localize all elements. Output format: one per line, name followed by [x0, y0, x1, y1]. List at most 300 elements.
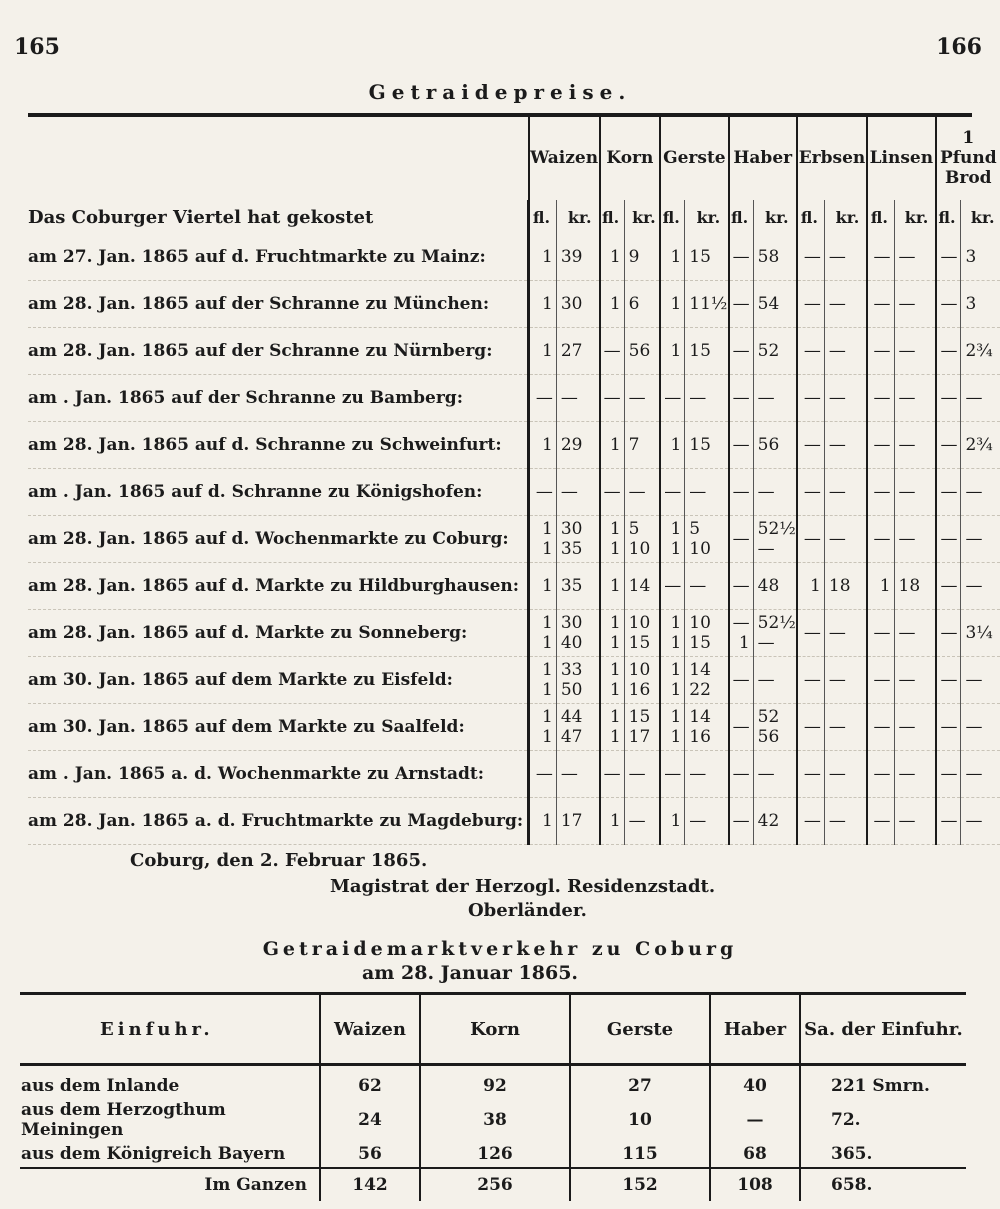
price-value: — [828, 435, 846, 455]
price-cell [624, 798, 660, 845]
header-einfuhr: Einfuhr. [20, 994, 320, 1065]
price-value: — [940, 482, 958, 502]
price-cell [529, 516, 557, 563]
price-cell [894, 281, 936, 328]
price-value: 50 [560, 680, 583, 700]
price-cell [600, 422, 625, 469]
import-value: 10 [570, 1099, 710, 1141]
price-cell [797, 751, 824, 798]
price-value: 15 [689, 341, 711, 361]
import-value: 126 [420, 1141, 570, 1168]
market-label: am 27. Jan. 1865 auf d. Fruchtmarkte zu Mainz: [28, 234, 529, 281]
market-row [28, 563, 1000, 610]
price-cell [797, 234, 824, 281]
price-cell [556, 798, 599, 845]
price-cell [753, 281, 797, 328]
price-value: 52½ [757, 519, 796, 539]
price-cell [867, 563, 894, 610]
price-cell [729, 469, 754, 516]
price-cell [600, 516, 625, 563]
price-value: — [873, 670, 891, 690]
price-cell [685, 281, 729, 328]
price-cell [685, 516, 729, 563]
price-value: 54 [757, 294, 780, 314]
price-value: — [603, 764, 621, 784]
price-cell [624, 657, 660, 704]
price-value: 39 [560, 247, 583, 267]
price-cell [685, 704, 729, 751]
import-value: 40 [710, 1065, 800, 1100]
price-cell [624, 281, 660, 328]
price-cell [556, 234, 599, 281]
price-cell [894, 469, 936, 516]
price-value: — [873, 435, 891, 455]
price-value: — [757, 670, 775, 690]
price-value: — [965, 388, 983, 408]
price-cell [936, 375, 961, 422]
price-value: 1 [609, 727, 621, 747]
import-sum: 72. [800, 1099, 966, 1141]
price-value: — [898, 341, 916, 361]
price-value: — [757, 388, 775, 408]
header-korn: Korn [420, 994, 570, 1065]
price-cell [660, 422, 685, 469]
price-cell [729, 798, 754, 845]
price-value: 10 [628, 660, 651, 680]
price-value: 15 [689, 247, 711, 267]
market-label: am 28. Jan. 1865 auf d. Wochenmarkte zu Coburg: [28, 516, 529, 563]
total-value: 142 [320, 1168, 420, 1201]
price-cell [753, 469, 797, 516]
price-value: 1 [609, 576, 621, 596]
price-value: — [732, 435, 750, 455]
grain-column-header: Haber [729, 116, 797, 200]
price-cell [894, 328, 936, 375]
unit-kr: kr. [894, 200, 936, 234]
market-row [28, 469, 1000, 516]
import-value: 68 [710, 1141, 800, 1168]
price-cell [894, 516, 936, 563]
price-value: — [803, 811, 821, 831]
price-cell [797, 563, 824, 610]
price-value: — [689, 576, 707, 596]
price-cell [753, 751, 797, 798]
price-value: — [732, 388, 750, 408]
price-value: — [873, 247, 891, 267]
price-cell [729, 375, 754, 422]
price-value: — [873, 388, 891, 408]
price-value: 56 [757, 727, 780, 747]
price-value: — [965, 670, 983, 690]
price-cell [729, 516, 754, 563]
import-origin: aus dem Königreich Bayern [21, 1144, 286, 1164]
price-cell [936, 563, 961, 610]
price-value: 1 [542, 613, 553, 633]
import-sum: 221 Smrn. [800, 1065, 966, 1100]
market-row [28, 281, 1000, 328]
price-cell [961, 751, 1000, 798]
import-origin: aus dem Inlande [21, 1076, 180, 1096]
price-cell [529, 657, 557, 704]
price-cell [529, 328, 557, 375]
price-cell [529, 751, 557, 798]
price-cell [824, 375, 867, 422]
price-cell [867, 422, 894, 469]
price-cell [600, 281, 625, 328]
price-value: — [965, 482, 983, 502]
price-cell [624, 234, 660, 281]
price-value: 47 [560, 727, 583, 747]
price-value: — [828, 388, 846, 408]
price-value: — [732, 670, 750, 690]
price-value: — [940, 247, 958, 267]
price-value: 35 [560, 539, 583, 559]
price-value: 17 [560, 811, 583, 831]
price-cell [867, 469, 894, 516]
unit-fl: fl. [729, 200, 754, 234]
market-label: am 28. Jan. 1865 auf d. Schranne zu Schweinfurt: [28, 422, 529, 469]
price-value: — [732, 341, 750, 361]
price-value: — [732, 576, 750, 596]
market-label: am . Jan. 1865 auf d. Schranne zu Königshofen: [28, 469, 529, 516]
price-value: 1 [670, 247, 682, 267]
price-cell [556, 563, 599, 610]
price-cell [729, 328, 754, 375]
price-cell [867, 751, 894, 798]
price-value: — [828, 670, 846, 690]
price-cell [660, 375, 685, 422]
price-cell [961, 798, 1000, 845]
price-cell [685, 422, 729, 469]
price-cell [961, 328, 1000, 375]
price-value: — [940, 811, 958, 831]
price-value: — [828, 482, 846, 502]
price-cell [600, 751, 625, 798]
price-cell [556, 422, 599, 469]
price-cell [936, 610, 961, 657]
price-value: 15 [628, 707, 651, 727]
price-cell [753, 704, 797, 751]
price-value: 1 [542, 811, 553, 831]
price-value: 1 [542, 294, 553, 314]
price-value: 1 [810, 576, 821, 596]
price-cell [824, 798, 867, 845]
price-cell [936, 704, 961, 751]
price-value: 1 [542, 680, 553, 700]
price-value: 1 [670, 707, 682, 727]
grain-column-header: 1 Pfund Brod [936, 116, 1000, 200]
price-value: — [828, 294, 846, 314]
price-value: 14 [689, 660, 711, 680]
price-cell [660, 704, 685, 751]
section2-title: Getraidemarktverkehr zu Coburg [262, 938, 738, 960]
price-value: — [828, 623, 846, 643]
price-value: 1 [609, 613, 621, 633]
price-value: — [898, 670, 916, 690]
price-cell [529, 375, 557, 422]
market-label: am 28. Jan. 1865 auf der Schranne zu München: [28, 281, 529, 328]
page-number-left: 165 [14, 34, 60, 60]
unit-kr: kr. [556, 200, 599, 234]
price-value: 1 [609, 633, 621, 653]
price-cell [729, 657, 754, 704]
market-label: am 28. Jan. 1865 auf der Schranne zu Nürnberg: [28, 328, 529, 375]
price-value: 16 [628, 680, 651, 700]
price-value: — [628, 388, 646, 408]
price-value: — [732, 717, 750, 737]
price-cell [936, 798, 961, 845]
grain-column-header: Erbsen [797, 116, 867, 200]
price-value: 3¼ [965, 623, 993, 643]
price-cell [556, 704, 599, 751]
row-header-label: Das Coburger Viertel hat gekostet [28, 200, 529, 234]
price-cell [797, 422, 824, 469]
price-cell [961, 704, 1000, 751]
market-row [28, 798, 1000, 845]
price-value: 1 [670, 341, 682, 361]
price-cell [624, 516, 660, 563]
price-value: — [560, 388, 578, 408]
price-cell [624, 375, 660, 422]
price-value: 1 [542, 539, 553, 559]
price-cell [894, 563, 936, 610]
price-cell [936, 751, 961, 798]
price-value: — [965, 576, 983, 596]
price-value: — [873, 623, 891, 643]
price-cell [797, 704, 824, 751]
price-cell [961, 516, 1000, 563]
price-value: 14 [628, 576, 651, 596]
grain-column-header: Waizen [529, 116, 600, 200]
price-cell [529, 422, 557, 469]
price-value: 10 [689, 613, 711, 633]
price-value: 33 [560, 660, 583, 680]
price-value: 30 [560, 294, 583, 314]
price-value: — [828, 247, 846, 267]
price-value: — [873, 764, 891, 784]
price-cell [867, 657, 894, 704]
price-value: — [535, 388, 553, 408]
price-value: 1 [542, 633, 553, 653]
price-value: — [803, 482, 821, 502]
price-cell [824, 328, 867, 375]
price-value: — [603, 388, 621, 408]
price-cell [894, 751, 936, 798]
price-value: — [664, 764, 682, 784]
price-cell [753, 563, 797, 610]
price-value: 15 [689, 633, 711, 653]
price-value: — [898, 388, 916, 408]
price-value: 5 [628, 519, 640, 539]
price-value: 1 [542, 341, 553, 361]
price-value: — [603, 482, 621, 502]
price-cell [894, 610, 936, 657]
price-value: — [940, 764, 958, 784]
price-cell [894, 657, 936, 704]
price-value: — [803, 623, 821, 643]
import-header-row [20, 994, 966, 1065]
place-date: Coburg, den 2. Februar 1865. [130, 850, 428, 871]
import-row [20, 1065, 966, 1100]
price-cell [729, 234, 754, 281]
market-row [28, 328, 1000, 375]
price-cell [961, 375, 1000, 422]
unit-fl: fl. [797, 200, 824, 234]
price-value: 1 [879, 576, 891, 596]
price-cell [936, 234, 961, 281]
price-cell [894, 422, 936, 469]
page-number-right: 166 [936, 34, 982, 60]
price-value: 1 [670, 680, 682, 700]
price-cell [660, 516, 685, 563]
price-value: 11½ [689, 294, 728, 314]
price-cell [936, 328, 961, 375]
price-cell [936, 657, 961, 704]
import-value: 38 [420, 1099, 570, 1141]
price-cell [753, 516, 797, 563]
price-cell [961, 422, 1000, 469]
price-value: 1 [670, 435, 682, 455]
price-cell [685, 328, 729, 375]
price-value: — [898, 811, 916, 831]
price-cell [685, 563, 729, 610]
price-value: 1 [670, 539, 682, 559]
import-value: — [710, 1099, 800, 1141]
price-value: — [664, 576, 682, 596]
header-gerste: Gerste [570, 994, 710, 1065]
price-cell [556, 610, 599, 657]
price-cell [529, 704, 557, 751]
page-title: Getraidepreise. [368, 80, 632, 104]
price-cell [797, 657, 824, 704]
price-value: 1 [670, 727, 682, 747]
header-haber: Haber [710, 994, 800, 1065]
price-cell [729, 704, 754, 751]
price-value: 56 [757, 435, 780, 455]
price-cell [753, 798, 797, 845]
price-value: — [940, 529, 958, 549]
price-cell [824, 610, 867, 657]
price-value: 18 [898, 576, 921, 596]
price-value: — [732, 529, 750, 549]
price-value: — [940, 717, 958, 737]
price-value: — [732, 482, 750, 502]
price-cell [624, 704, 660, 751]
price-value: — [898, 529, 916, 549]
price-cell [529, 281, 557, 328]
price-value: 15 [628, 633, 651, 653]
price-cell [556, 328, 599, 375]
price-value: 1 [609, 294, 621, 314]
price-cell [660, 234, 685, 281]
market-row [28, 704, 1000, 751]
price-cell [660, 798, 685, 845]
price-cell [729, 610, 754, 657]
price-cell [797, 469, 824, 516]
market-row [28, 751, 1000, 798]
price-value: 1 [609, 660, 621, 680]
price-cell [729, 281, 754, 328]
price-cell [729, 422, 754, 469]
price-cell [660, 469, 685, 516]
price-value: 1 [609, 539, 621, 559]
price-cell [936, 469, 961, 516]
price-value: 1 [670, 811, 682, 831]
grain-price-table [28, 116, 1000, 845]
price-value: — [757, 482, 775, 502]
price-value: — [965, 764, 983, 784]
price-cell [797, 281, 824, 328]
price-value: — [732, 764, 750, 784]
price-value: — [898, 435, 916, 455]
price-cell [753, 610, 797, 657]
price-value: — [940, 435, 958, 455]
price-cell [660, 610, 685, 657]
price-value: — [757, 539, 775, 559]
price-value: — [898, 294, 916, 314]
price-cell [600, 563, 625, 610]
import-row [20, 1141, 966, 1168]
price-value: — [873, 811, 891, 831]
price-header-row [28, 116, 1000, 200]
price-cell [624, 469, 660, 516]
price-value: — [873, 717, 891, 737]
price-cell [961, 234, 1000, 281]
price-value: — [828, 341, 846, 361]
price-value: 10 [628, 613, 651, 633]
price-value: 52 [757, 707, 780, 727]
price-cell [600, 375, 625, 422]
price-value: 14 [689, 707, 711, 727]
price-value: — [803, 341, 821, 361]
price-value: 10 [628, 539, 651, 559]
price-cell [660, 328, 685, 375]
price-value: 2¾ [965, 341, 993, 361]
price-value: 1 [542, 519, 553, 539]
price-cell [797, 516, 824, 563]
price-value: — [757, 633, 775, 653]
price-value: 1 [670, 294, 682, 314]
price-cell [624, 328, 660, 375]
price-value: 40 [560, 633, 583, 653]
price-value: 15 [689, 435, 711, 455]
price-value: — [898, 247, 916, 267]
price-value: 1 [670, 613, 682, 633]
price-cell [894, 704, 936, 751]
unit-kr: kr. [753, 200, 797, 234]
import-value: 24 [320, 1099, 420, 1141]
price-value: — [803, 717, 821, 737]
price-value: 1 [609, 707, 621, 727]
price-value: — [828, 764, 846, 784]
import-sum: 365. [800, 1141, 966, 1168]
price-value: 3 [965, 294, 977, 314]
price-cell [824, 469, 867, 516]
price-cell [685, 610, 729, 657]
price-cell [529, 563, 557, 610]
price-value: 6 [628, 294, 640, 314]
price-value: 35 [560, 576, 583, 596]
price-value: — [689, 388, 707, 408]
price-value: 1 [670, 519, 682, 539]
price-cell [685, 469, 729, 516]
price-cell [600, 610, 625, 657]
price-value: — [828, 529, 846, 549]
price-cell [660, 281, 685, 328]
price-value: — [873, 341, 891, 361]
unit-fl: fl. [660, 200, 685, 234]
price-cell [867, 281, 894, 328]
